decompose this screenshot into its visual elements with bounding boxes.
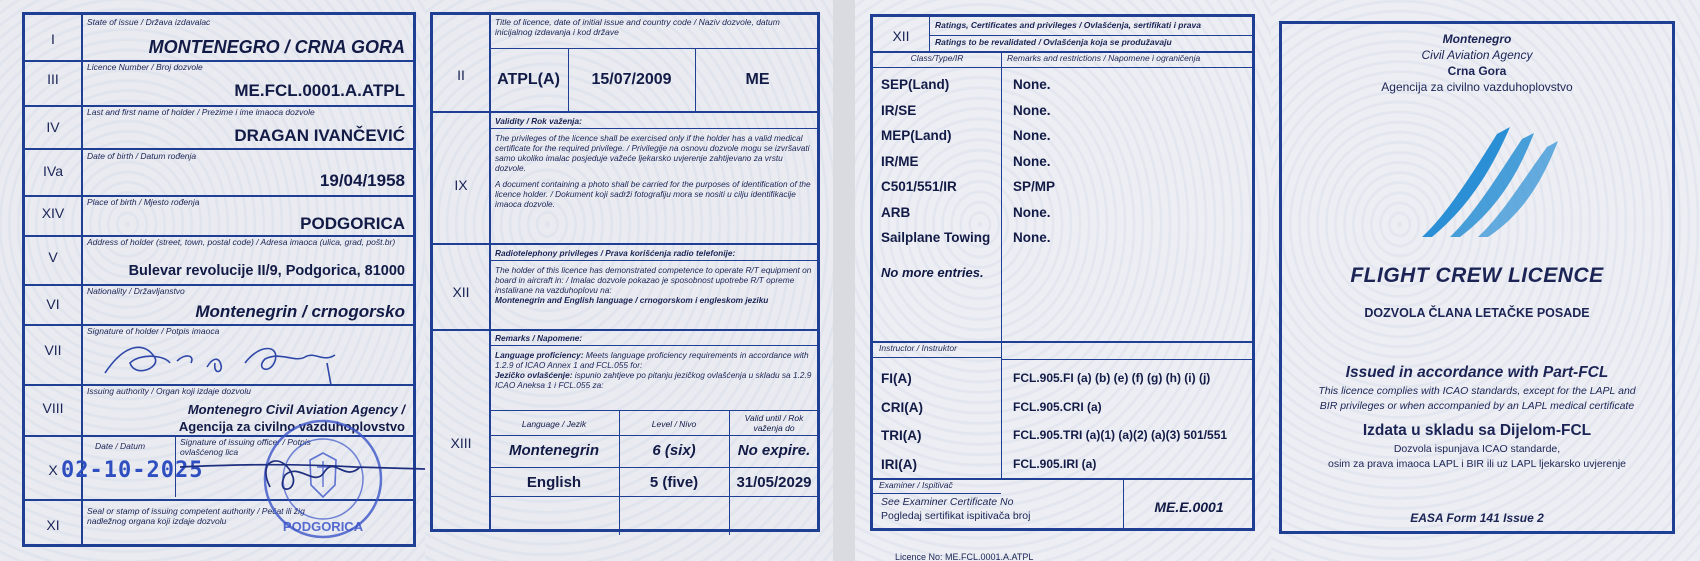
rating-remark: None. <box>1013 77 1051 92</box>
radiotelephony-paragraph: The holder of this licence has demonstrated competence to operate R/T equipment on board in aircraft in: / Imalac dozvole pokazao je sposobnost upotrebe R/T opreme instalirane na vazduhoplovu na: <box>495 265 812 296</box>
row-divider <box>489 345 819 346</box>
instructor-privileges: FCL.905.CRI (a) <box>1013 399 1102 414</box>
rating-class-type: MEP(Land) <box>881 128 952 143</box>
row-divider <box>25 60 413 62</box>
revalidate-heading: Ratings to be revalidated / Ovlašćenja koja se produžavaju <box>935 37 1172 47</box>
place-of-birth-value: PODGORICA <box>300 214 405 233</box>
table-header: Level / Nivo <box>651 419 697 429</box>
no-more-entries: No more entries. <box>881 265 984 280</box>
language-proficiency-text-me: ispunio zahtjeve po pitanju jezičkog ovlašćenja u skladu sa 1.2.9 ICAO Aneksa 1 i FCL.055 za: <box>495 370 812 391</box>
section-heading: Radiotelephony privileges / Prava korišćenja radio telefonije: <box>495 248 736 258</box>
roman-numeral: II <box>457 67 465 83</box>
state-of-issue-value: MONTENEGRO / CRNA GORA <box>148 37 405 57</box>
stamp-text: PODGORICA <box>282 519 364 534</box>
agency-logo <box>1402 119 1562 249</box>
instructor-privileges: FCL.905.TRI (a)(1) (a)(2) (a)(3) 501/551 <box>1013 428 1228 442</box>
instructor-rating: TRI(A) <box>881 428 922 443</box>
row-divider <box>433 329 817 331</box>
instructor-privileges: FCL.905.IRI (a) <box>1013 456 1097 471</box>
officer-signature-label: Signature of issuing officer / Potpis ovlašćenog lica <box>180 437 311 457</box>
row-divider <box>25 284 413 286</box>
icao-note-en-line1: This licence complies with ICAO standards, except for the LAPL and <box>1318 385 1636 397</box>
language-proficiency-title: Language proficiency: <box>495 350 584 361</box>
icao-note-en-line2: BIR privileges or when accompanied by an LAPL medical certificate <box>1319 400 1635 412</box>
roman-numeral: XIV <box>41 205 65 221</box>
examiner-certificate-number: ME.E.0001 <box>1154 499 1224 515</box>
row-divider <box>929 35 1252 36</box>
instructor-privileges: FCL.905.FI (a) (b) (e) (f) (g) (h) (i) (j) <box>1013 371 1211 385</box>
rating-remark: None. <box>1013 128 1051 143</box>
row-divider <box>489 435 817 436</box>
table-cell: Montenegrin <box>509 442 599 459</box>
roman-numeral: III <box>47 71 59 87</box>
ratings-heading: Ratings, Certificates and privileges / Ovlašćenja, sertifikati i prava <box>935 20 1201 30</box>
booklet-fold <box>833 0 855 561</box>
language-proficiency-title-me: Jezičko ovlašćenje: <box>495 370 573 381</box>
field-label: Last and first name of holder / Prezime i ime imaoca dozvole <box>87 107 315 117</box>
roman-numeral: X <box>48 462 58 478</box>
validity-frame <box>430 12 820 532</box>
row-divider <box>433 243 817 245</box>
icao-note-me-line1: Dozvola ispunjava ICAO standarde, <box>1393 443 1561 455</box>
cover-subtitle: DOZVOLA ČLANA LETAČKE POSADE <box>1364 306 1590 320</box>
icao-note-me-line2: osim za prava imaoca LAPL i BIR ili uz LAPL ljekarsko uvjerenje <box>1327 458 1627 470</box>
roman-numeral: IX <box>454 177 468 193</box>
section-heading: Validity / Rok važenja: <box>495 116 582 126</box>
roman-numeral: XII <box>892 28 910 44</box>
nationality-value: Montenegrin / crnogorsko <box>195 302 405 321</box>
column-divider <box>929 17 930 51</box>
table-cell: 5 (five) <box>649 474 699 491</box>
licence-cover-page <box>1271 0 1700 561</box>
licence-page-personal-data <box>0 0 425 561</box>
instructor-label: Instructor / Instruktor <box>879 343 957 353</box>
remarks-section <box>495 333 815 391</box>
validity-paragraph-2: A document containing a photo shall be carried for the purposes of identification of the licence holder. / Dokument koji sadrži fotografiju mora se nositi u cilju identifikacije imaoca dozvole. <box>495 178 811 209</box>
roman-numeral: VI <box>46 296 60 312</box>
field-label: Seal or stamp of issuing competent authority / Pečat ili žig nadležnog organa koji izdaje dozvolu <box>87 506 305 526</box>
cover-agency-en: Civil Aviation Agency <box>1421 48 1533 62</box>
row-divider <box>873 357 1001 358</box>
row-divider <box>489 128 819 129</box>
field-label: Nationality / Državljanstvo <box>87 286 185 296</box>
row-divider <box>873 67 1252 68</box>
row-divider <box>489 260 819 261</box>
language-proficiency-text: Meets language proficiency requirements in accordance with 1.2.9 of ICAO Annex 1 and FCL.055 for: <box>495 350 809 371</box>
radiotelephony-languages: Montenegrin and English language / crnogorskom i engleskom jeziku <box>495 295 769 306</box>
row-divider <box>25 195 413 197</box>
column-divider <box>619 411 620 535</box>
roman-numeral: V <box>48 249 58 265</box>
remarks-header: Remarks and restrictions / Napomene i ograničenja <box>1007 53 1201 63</box>
roman-numeral: XIII <box>450 435 472 451</box>
field-label: Licence Number / Broj dozvole <box>87 62 203 72</box>
holder-name-value: DRAGAN IVANČEVIĆ <box>234 126 405 145</box>
issuing-authority-line1: Montenegro Civil Aviation Agency / <box>187 402 405 417</box>
cover-country-en: Montenegro <box>1442 32 1512 46</box>
table-cell: 6 (six) <box>652 442 696 459</box>
field-label: Title of licence, date of initial issue and country code / Naziv dozvole, datum inicijalnog izdavanja i kod države <box>495 17 780 37</box>
cover-title: FLIGHT CREW LICENCE <box>1350 264 1604 287</box>
roman-numeral: IV <box>46 119 60 135</box>
cover-country-me: Crna Gora <box>1447 64 1507 78</box>
table-header: Valid until / Rok važenja do <box>744 413 804 434</box>
rating-remark: None. <box>1013 153 1051 169</box>
section-heading: Remarks / Napomene: <box>495 333 583 343</box>
language-proficiency-table <box>489 410 817 497</box>
rating-class-type: ARB <box>881 204 911 220</box>
radiotelephony-section <box>495 248 815 306</box>
issued-accordance-me: Izdata u skladu sa Dijelom-FCL <box>1362 422 1592 439</box>
rating-remark: None. <box>1013 230 1051 245</box>
address-value: Bulevar revolucije II/9, Podgorica, 81000 <box>128 263 405 279</box>
rating-remark: None. <box>1013 102 1051 118</box>
issuing-authority-line2: Agencija za civilno vazduhoplovstvo <box>178 419 405 434</box>
rating-class-type: SEP(Land) <box>881 77 950 92</box>
table-cell: 31/05/2029 <box>736 474 812 491</box>
table-cell: English <box>526 474 582 491</box>
field-label: State of issue / Država izdavalac <box>87 17 211 27</box>
instructor-rating: FI(A) <box>881 371 912 386</box>
instructor-rating: CRI(A) <box>881 399 923 415</box>
row-divider <box>25 324 413 326</box>
row-divider <box>25 148 413 150</box>
country-code-value: ME <box>745 71 770 88</box>
easa-form-number: EASA Form 141 Issue 2 <box>1410 511 1544 525</box>
row-divider <box>1001 359 1252 360</box>
table-header: Language / Jezik <box>521 419 587 429</box>
roman-numeral: XI <box>46 517 60 533</box>
field-label: Place of birth / Mjesto rođenja <box>87 197 200 207</box>
cover-agency-me: Agencija za civilno vazduhoplovstvo <box>1381 80 1573 94</box>
rating-class-type: Sailplane Towing <box>881 230 991 245</box>
licence-title-value: ATPL(A) <box>497 71 560 88</box>
issue-date-stamp: 02-10-2025 <box>61 458 204 483</box>
examiner-label: Examiner / Ispitivač <box>879 480 953 490</box>
licence-page-ratings <box>855 0 1271 561</box>
date-label: Date / Datum <box>95 441 146 451</box>
footer-licence-number: Licence No: ME.FCL.0001.A.ATPL <box>895 552 1034 561</box>
validity-section <box>495 116 815 209</box>
instructor-rating: IRI(A) <box>881 456 917 472</box>
issued-accordance-en: Issued in accordance with Part-FCL <box>1345 364 1609 381</box>
field-label: Date of birth / Datum rođenja <box>87 151 197 161</box>
row-divider <box>873 493 1001 494</box>
field-label: Address of holder (street, town, postal code) / Adresa imaoca (ulica, grad, pošt.br) <box>87 237 396 247</box>
holder-signature <box>95 333 395 388</box>
roman-numeral: VIII <box>42 400 64 416</box>
table-cell: No expire. <box>737 442 811 459</box>
class-type-header: Class/Type/IR <box>910 53 964 63</box>
column-divider <box>1001 51 1002 341</box>
rating-class-type: IR/SE <box>881 102 917 118</box>
cover-frame <box>1279 21 1675 534</box>
rating-remark: SP/MP <box>1013 179 1056 194</box>
roman-numeral: VII <box>44 342 62 358</box>
roman-numeral: IVa <box>43 163 63 179</box>
rating-class-type: IR/ME <box>881 153 919 169</box>
field-label: Signature of holder / Potpis imaoca <box>87 326 220 336</box>
roman-numeral: I <box>51 31 55 47</box>
validity-paragraph-1: The privileges of the licence shall be exercised only if the holder has a valid medical certificate for the required privilege. / Privilegije na osnovu dozvole mogu se izvršavati samo ukoliko imalac posjeduje važeće ljekarsko uvjerenje zahtijevano za vrstu dozvole. <box>495 133 810 174</box>
officer-signature <box>175 447 425 507</box>
row-divider <box>489 467 817 468</box>
roman-numeral: XII <box>452 284 470 300</box>
row-divider <box>489 48 817 49</box>
column-divider <box>1001 341 1002 478</box>
field-label: Issuing authority / Organ koji izdaje dozvolu <box>87 386 251 396</box>
rating-class-type: C501/551/IR <box>881 179 957 194</box>
rating-remark: None. <box>1013 204 1051 220</box>
licence-number-value: ME.FCL.0001.A.ATPL <box>234 81 405 100</box>
ratings-frame <box>870 14 1255 531</box>
licence-page-validity <box>425 0 833 561</box>
date-of-birth-value: 19/04/1958 <box>319 171 405 190</box>
examiner-text-me: Pogledaj sertifikat ispitivača broj <box>881 510 1031 522</box>
row-divider <box>433 111 817 113</box>
personal-data-frame <box>22 12 416 547</box>
examiner-text-en: See Examiner Certificate No <box>881 496 1014 508</box>
initial-issue-date-value: 15/07/2009 <box>591 71 672 88</box>
